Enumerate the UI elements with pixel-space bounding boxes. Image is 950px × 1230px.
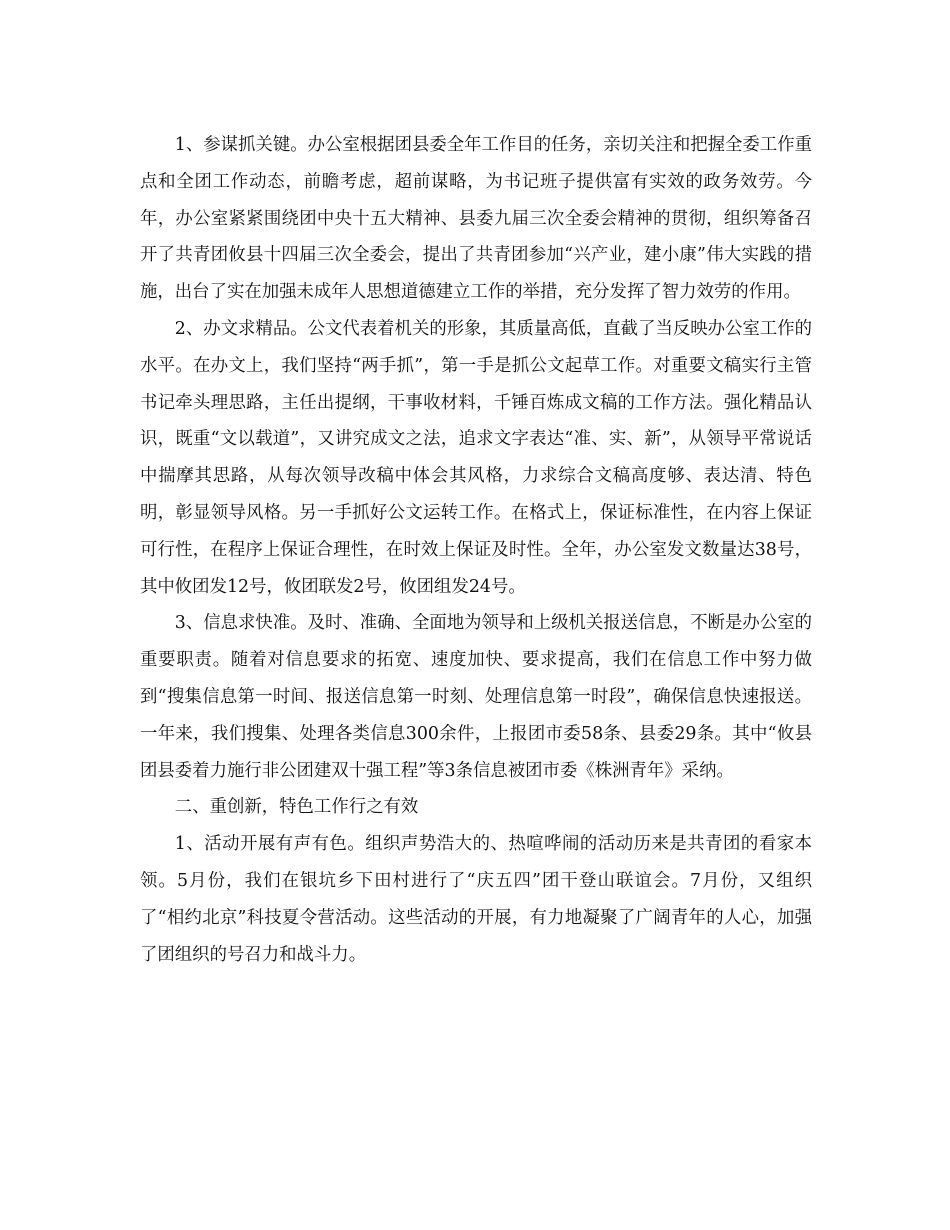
paragraph-staff-key-points: 1、参谋抓关键。办公室根据团县委全年工作目的任务，亲切关注和把握全委工作重点和全团工作动态，前瞻考虑，超前谋略，为书记班子提供富有实效的政务效劳。今年，办公室紧紧围绕团中央十五大精神、县委九届三次全委会精神的贯彻，组织筹备召开了共青团攸县十四届三次全委会，提出了共青团参加“兴产业，建小康”伟大实践的措施，出台了实在加强未成年人思想道德建立工作的举措，充分发挥了智力效劳的作用。 (140, 135, 812, 303)
paragraph-information-speed: 3、信息求快准。及时、准确、全面地为领导和上级机关报送信息，不断是办公室的重要职责。随着对信息要求的拓宽、速度加快、要求提高，我们在信息工作中努力做到“搜集信息第一时间、报送信息第一时刻、处理信息第一时段”，确保信息快速报送。一年来，我们搜集、处理各类信息300余件，上报团市委58条、县委29条。其中“攸县团县委着力施行非公团建双十强工程”等3条信息被团市委《株洲青年》采纳。 (140, 613, 812, 781)
paragraph-activities: 1、活动开展有声有色。组织声势浩大的、热喧哗闹的活动历来是共青团的看家本领。5月份，我们在银坑乡下田村进行了“庆五四”团干登山联谊会。7月份，又组织了“相约北京”科技夏令营活动。这些活动的开展，有力地凝聚了广阔青年的人心，加强了团组织的号召力和战斗力。 (140, 834, 812, 965)
paragraph-document-quality: 2、办文求精品。公文代表着机关的形象，其质量高低，直截了当反映办公室工作的水平。在办文上，我们坚持“两手抓”，第一手是抓公文起草工作。对重要文稿实行主管书记牵头理思路，主任出提纲，干事收材料，千锤百炼成文稿的工作方法。强化精品认识，既重“文以载道”，又讲究成文之法，追求文字表达“准、实、新”，从领导平常说话中揣摩其思路，从每次领导改稿中体会其风格，力求综合文稿高度够、表达清、特色明，彰显领导风格。另一手抓好公文运转工作。在格式上，保证标准性，在内容上保证可行性，在程序上保证合理性，在时效上保证及时性。全年，办公室发文数量达38号，其中攸团发12号，攸团联发2号，攸团组发24号。 (140, 318, 812, 597)
section-heading-innovation: 二、重创新，特色工作行之有效 (174, 797, 419, 818)
document-body (140, 127, 812, 973)
